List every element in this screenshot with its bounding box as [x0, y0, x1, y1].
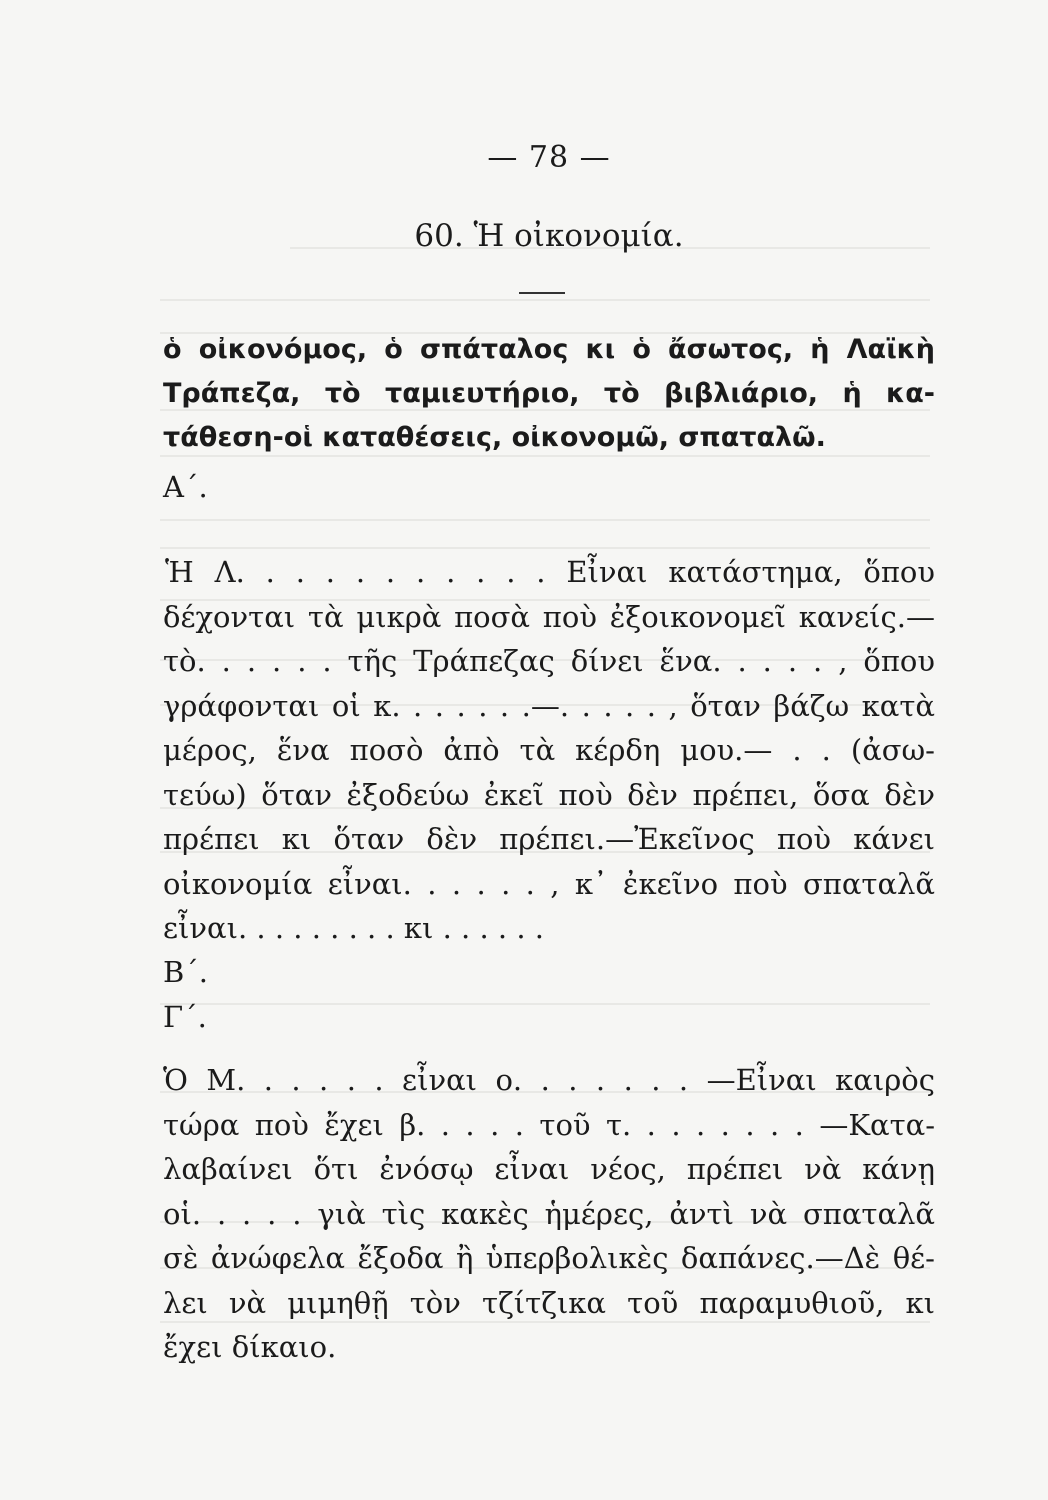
- title-divider: [519, 292, 565, 294]
- vocabulary-line: Τράπεζα, τὸ ταμιευτήριο, τὸ βιβλιάριο, ἡ κα-: [163, 378, 935, 409]
- text-line: ἔχει δίκαιο.: [163, 1330, 337, 1364]
- text-line: οἱ. . . . . γιὰ τὶς κακὲς ἡμέρες, ἀντὶ νὰ σπαταλᾶ: [163, 1196, 935, 1231]
- text-line: δέχονται τὰ μικρὰ ποσὰ ποὺ ἐξοικονομεῖ κανείς.—: [163, 599, 935, 634]
- text-line: Ἡ Λ. . . . . . . . . . . Εἶναι κατάστημα, ὅπου: [165, 555, 935, 589]
- vocabulary-list: [163, 328, 935, 460]
- section-c-paragraph: [163, 1058, 935, 1370]
- text-line: τώρα ποὺ ἔχει β. . . . . τοῦ τ. . . . . . . . —Κατα-: [163, 1107, 935, 1142]
- text-line: λει νὰ μιμηθῇ τὸν τζίτζικα τοῦ παραμυθιοῦ, κι: [163, 1285, 935, 1320]
- vocabulary-line: ὁ οἰκονόμος, ὁ σπάταλος κι ὁ ἄσωτος, ἡ Λαϊκὴ: [163, 334, 935, 365]
- section-c-label: Γ΄.: [163, 1000, 207, 1034]
- text-line: σὲ ἀνώφελα ἔξοδα ἢ ὑπερβολικὲς δαπάνες.—Δὲ θέ-: [163, 1241, 935, 1275]
- text-line: λαβαίνει ὅτι ἐνόσῳ εἶναι νέος, πρέπει νὰ κάνῃ: [163, 1152, 935, 1186]
- text-line: εἶναι. . . . . . . . . κι . . . . . .: [163, 911, 545, 945]
- text-line: τὸ. . . . . . τῆς Τράπεζας δίνει ἕνα. . . . . , ὅπου: [163, 644, 935, 678]
- section-a-paragraph: [163, 550, 935, 951]
- text-line: τεύω) ὅταν ἐξοδεύω ἐκεῖ ποὺ δὲν πρέπει, ὅσα δὲν: [163, 777, 935, 812]
- vocabulary-line: τάθεση-οἱ καταθέσεις, οἰκονομῶ, σπαταλῶ.: [163, 422, 826, 453]
- text-line: γράφονται οἱ κ. . . . . . .—. . . . . , ὅταν βάζω κατὰ: [163, 688, 935, 723]
- page-number: — 78 —: [487, 140, 611, 175]
- text-line: οἰκονομία εἶναι. . . . . . , κ᾿ ἐκεῖνο ποὺ σπαταλᾶ: [163, 866, 935, 901]
- text-line: πρέπει κι ὅταν δὲν πρέπει.—Ἐκεῖνος ποὺ κάνει: [163, 822, 935, 856]
- section-a-label: Α΄.: [163, 470, 208, 504]
- section-title: 60. Ἡ οἰκονομία.: [414, 218, 684, 254]
- text-line: μέρος, ἕνα ποσὸ ἀπὸ τὰ κέρδη μου.— . . (ἀσω-: [163, 733, 935, 767]
- section-b-label: Β΄.: [163, 955, 209, 989]
- text-line: Ὁ Μ. . . . . . εἶναι ο. . . . . . . —Εἶναι καιρὸς: [163, 1063, 935, 1097]
